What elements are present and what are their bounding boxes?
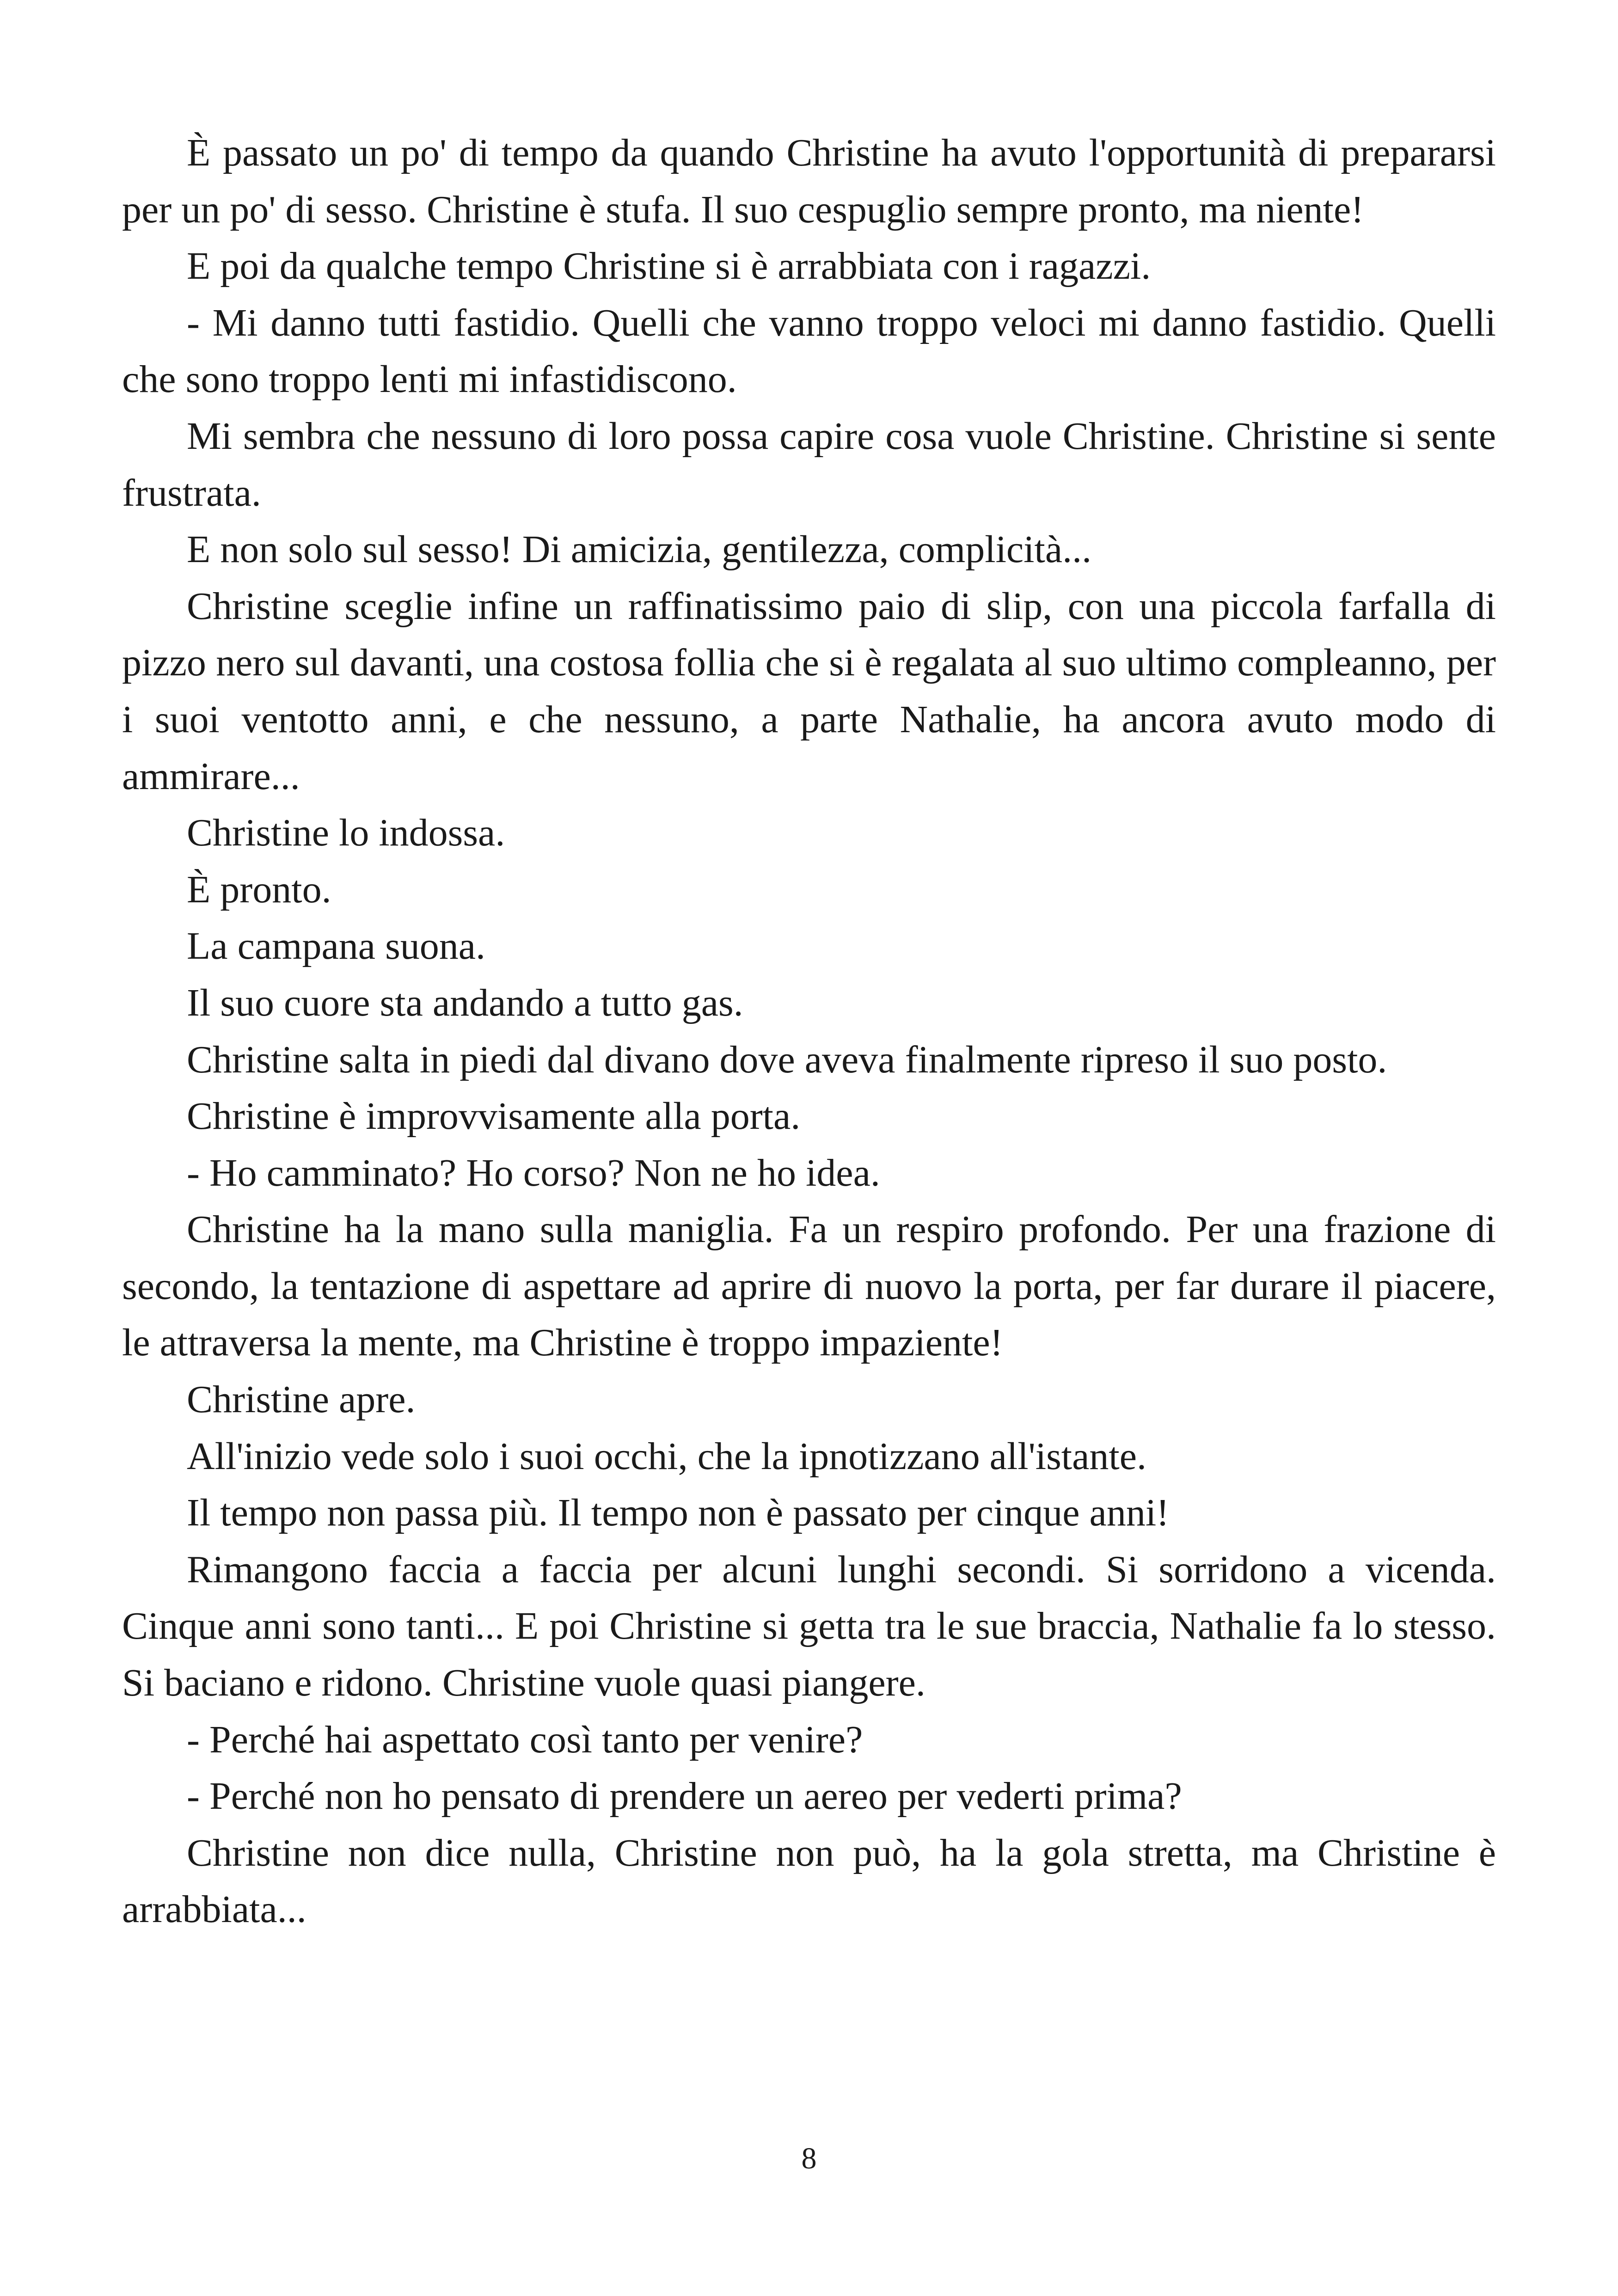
paragraph: Christine non dice nulla, Christine non può, ha la gola stretta, ma Christine è arrabbiata... <box>122 1831 1496 1931</box>
paragraph: - Ho camminato? Ho corso? Non ne ho idea. <box>187 1151 880 1194</box>
paragraph: La campana suona. <box>187 925 486 968</box>
paragraph: E poi da qualche tempo Christine si è arrabbiata con i ragazzi. <box>187 245 1151 288</box>
paragraph: Il suo cuore sta andando a tutto gas. <box>187 981 743 1024</box>
paragraph: Christine sceglie infine un raffinatissimo paio di slip, con una piccola farfalla di pizzo nero sul davanti, una costosa follia che si è regalata al suo ultimo compleanno, per i suoi ventotto anni, e che nessuno, a parte Nathalie, ha ancora avuto modo di ammirare... <box>122 584 1496 798</box>
paragraph: Christine apre. <box>187 1378 416 1421</box>
paragraph: - Perché non ho pensato di prendere un aereo per vederti prima? <box>187 1775 1182 1818</box>
paragraph: Christine è improvvisamente alla porta. <box>187 1095 801 1138</box>
paragraph: - Mi danno tutti fastidio. Quelli che vanno troppo veloci mi danno fastidio. Quelli che sono troppo lenti mi infastidiscono. <box>122 301 1496 401</box>
paragraph: All'inizio vede solo i suoi occhi, che la ipnotizzano all'istante. <box>187 1434 1147 1478</box>
paragraph: E non solo sul sesso! Di amicizia, gentilezza, complicità... <box>187 528 1092 571</box>
page-body <box>122 125 1496 1938</box>
paragraph: Rimangono faccia a faccia per alcuni lunghi secondi. Si sorridono a vicenda. Cinque anni sono tanti... E poi Christine si getta tra le sue braccia, Nathalie fa lo stesso. Si baciano e ridono. Christine vuole quasi piangere. <box>122 1548 1496 1705</box>
page-number: 8 <box>801 2142 817 2175</box>
paragraph: Mi sembra che nessuno di loro possa capire cosa vuole Christine. Christine si sente frustrata. <box>122 414 1496 514</box>
paragraph: È pronto. <box>187 868 331 911</box>
paragraph: Christine ha la mano sulla maniglia. Fa un respiro profondo. Per una frazione di secondo, la tentazione di aspettare ad aprire di nuovo la porta, per far durare il piacere, le attraversa la mente, ma Christine è troppo impaziente! <box>122 1208 1496 1365</box>
paragraph: È passato un po' di tempo da quando Christine ha avuto l'opportunità di prepararsi per un po' di sesso. Christine è stufa. Il suo cespuglio sempre pronto, ma niente! <box>122 131 1496 231</box>
paragraph: Christine lo indossa. <box>187 811 505 855</box>
paragraph: - Perché hai aspettato così tanto per venire? <box>187 1718 863 1761</box>
paragraph: Il tempo non passa più. Il tempo non è passato per cinque anni! <box>187 1491 1170 1535</box>
paragraph: Christine salta in piedi dal divano dove aveva finalmente ripreso il suo posto. <box>187 1038 1387 1081</box>
